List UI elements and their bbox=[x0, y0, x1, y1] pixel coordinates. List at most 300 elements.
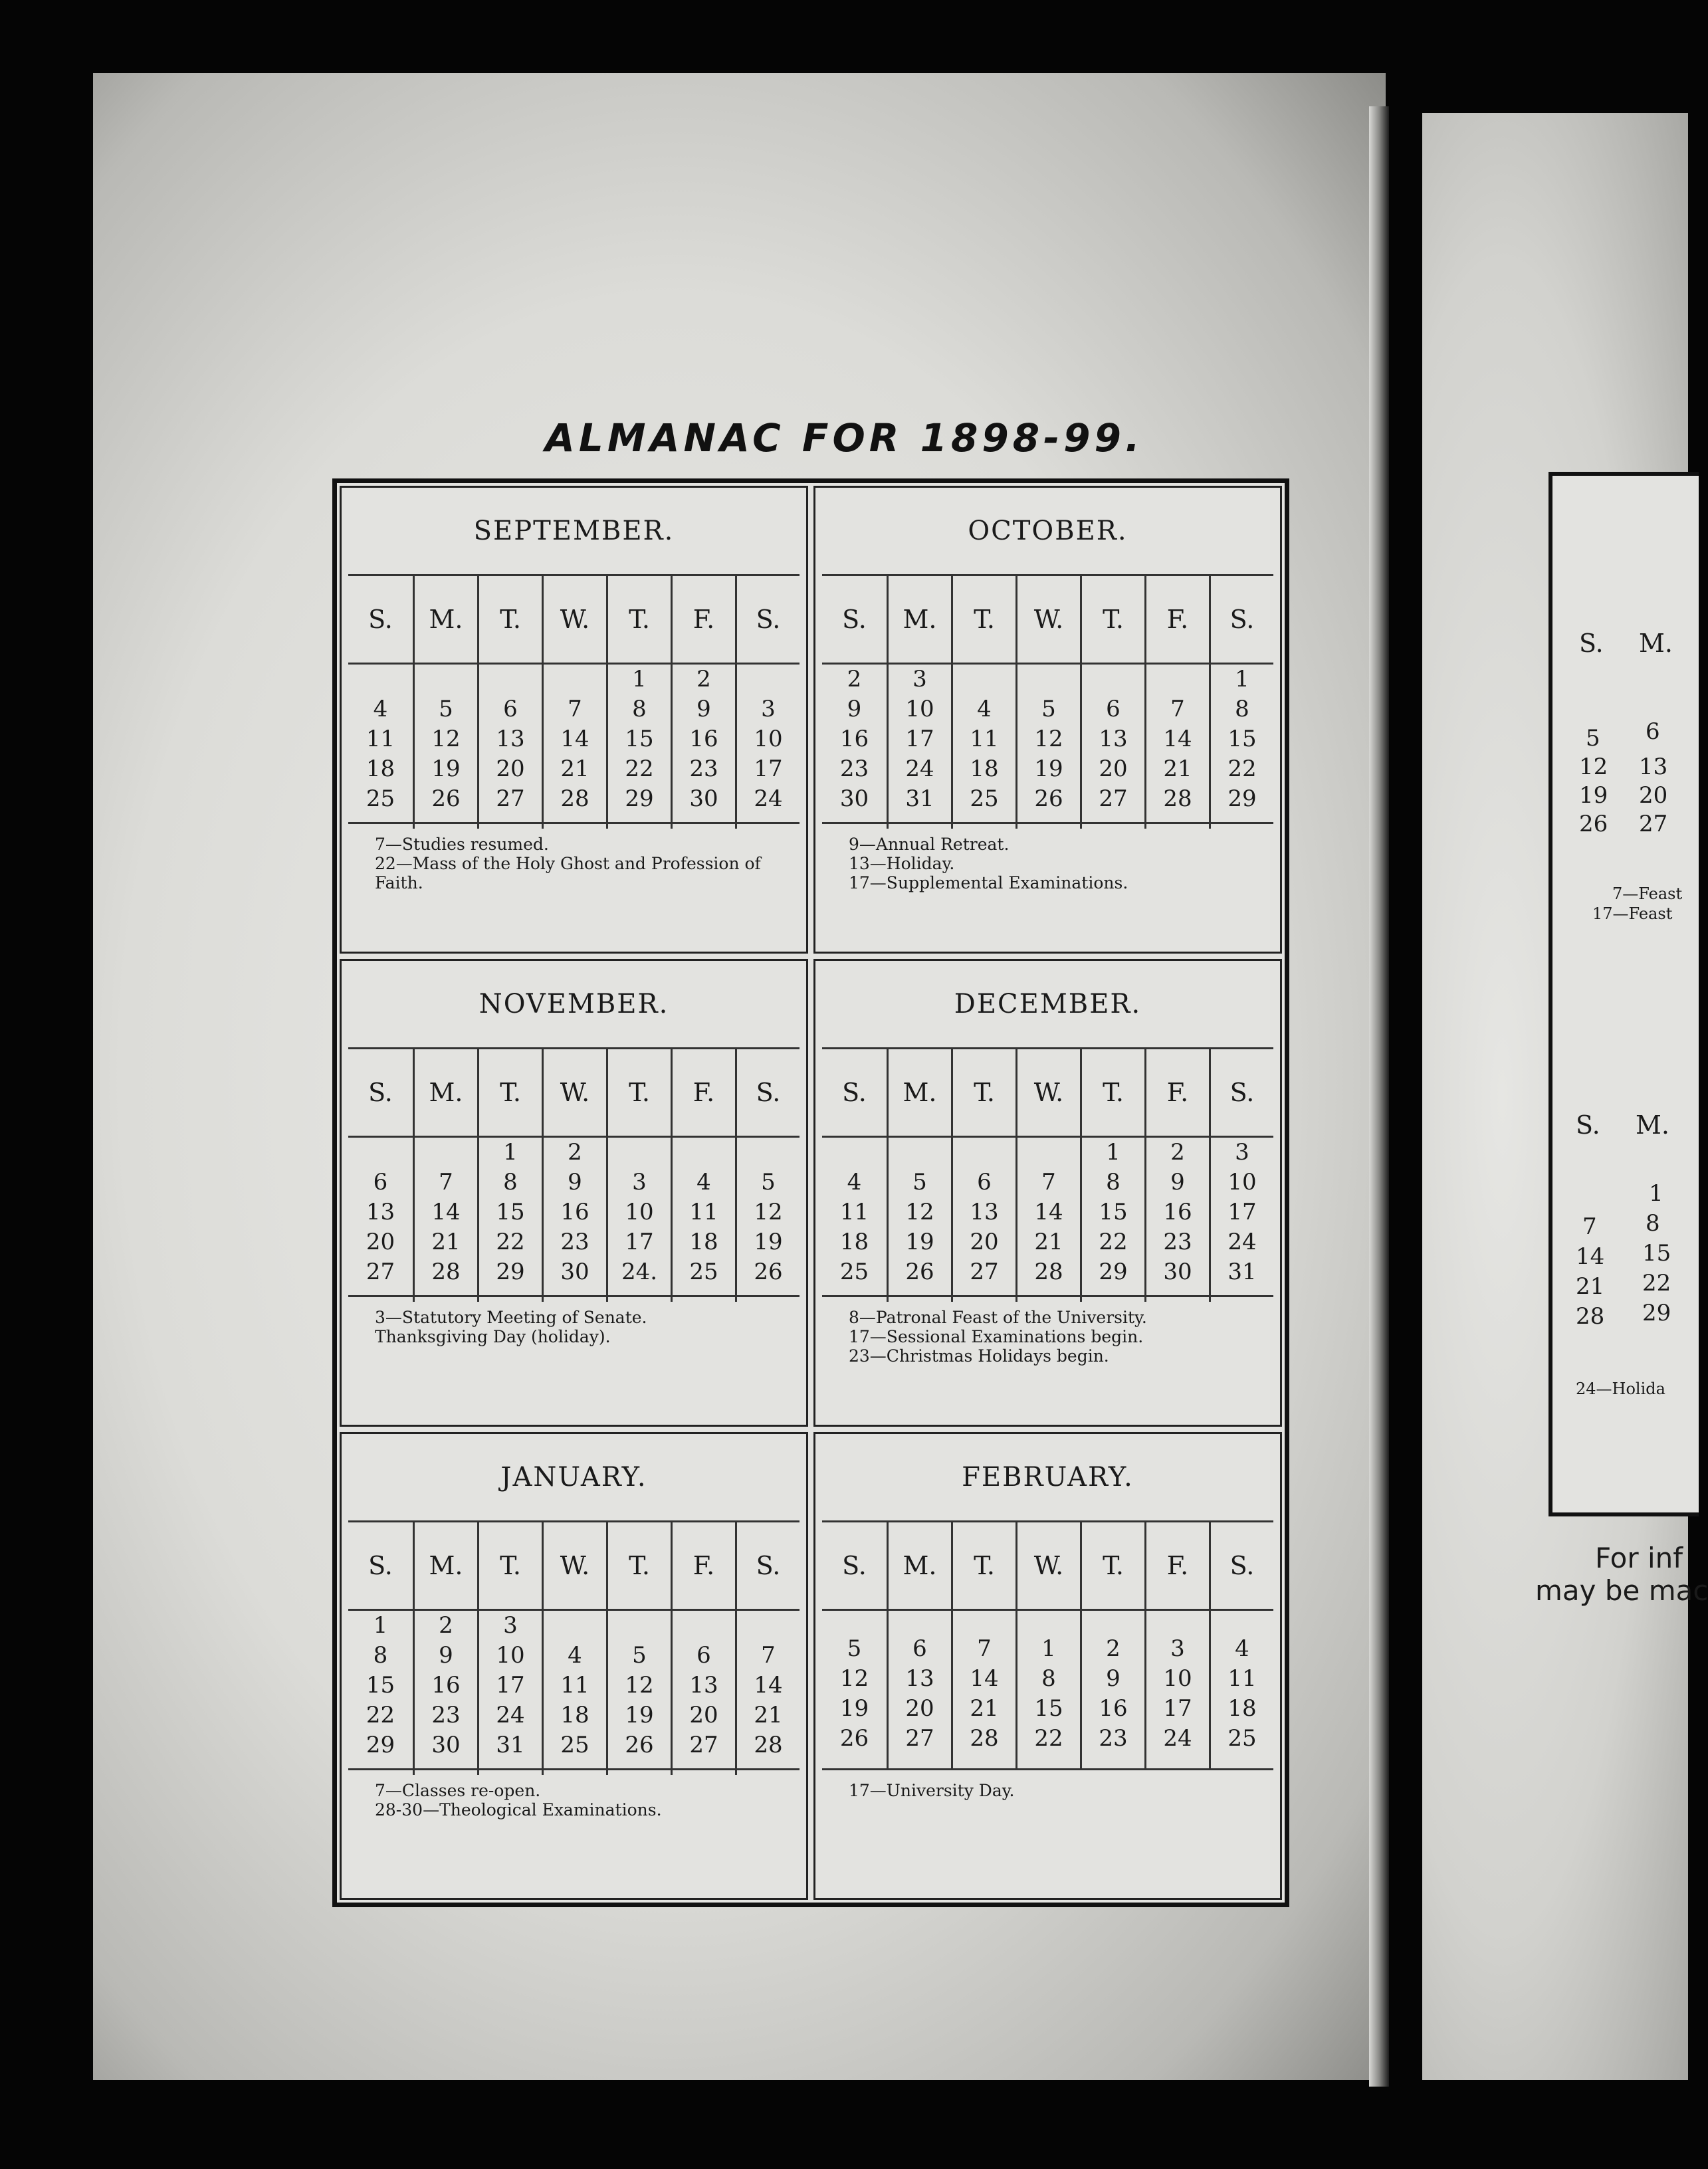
weekday-column bbox=[606, 576, 671, 829]
month-block bbox=[340, 1432, 808, 1900]
weekday-column bbox=[477, 576, 542, 829]
day-number: 26 bbox=[754, 1259, 783, 1285]
weekday-header: S. bbox=[822, 576, 887, 665]
day-number: 12 bbox=[839, 1665, 869, 1692]
day-number: 6 bbox=[503, 696, 518, 722]
weekday-header: S. bbox=[822, 1522, 887, 1611]
month-block bbox=[813, 1432, 1282, 1900]
day-number: 6 bbox=[696, 1642, 711, 1669]
day-number: 23 bbox=[431, 1702, 461, 1728]
day-list bbox=[889, 1138, 951, 1302]
note: 13—Holiday. bbox=[849, 854, 955, 873]
day-list bbox=[889, 665, 951, 829]
day-number: 8 bbox=[1646, 1210, 1660, 1237]
day-number: 31 bbox=[496, 1732, 525, 1758]
day-list bbox=[1146, 1138, 1209, 1302]
day-list bbox=[737, 665, 800, 829]
weekday-header: W. bbox=[1017, 1522, 1080, 1611]
day-number: 29 bbox=[366, 1732, 395, 1758]
weekday-column bbox=[1015, 576, 1080, 829]
day-list bbox=[1017, 1138, 1080, 1302]
day-number: 29 bbox=[1099, 1259, 1128, 1285]
day-number: 18 bbox=[689, 1229, 718, 1255]
day-number: 8 bbox=[1041, 1665, 1056, 1692]
weekday-column bbox=[413, 1522, 477, 1775]
day-number: 11 bbox=[689, 1199, 718, 1225]
weekday-header: S. bbox=[1211, 576, 1273, 665]
day-number: 10 bbox=[496, 1642, 525, 1669]
day-number: 2 bbox=[568, 1139, 582, 1166]
day-number: 28 bbox=[560, 785, 589, 812]
weekday-column bbox=[887, 1522, 951, 1768]
day-list bbox=[1082, 1138, 1144, 1302]
day-number: 14 bbox=[431, 1199, 461, 1225]
note: 17—Sessional Examinations begin. bbox=[849, 1327, 1144, 1346]
day-number: 25 bbox=[689, 1259, 718, 1285]
day-number: 11 bbox=[839, 1199, 869, 1225]
day-list bbox=[1017, 665, 1080, 829]
weekday-header: T. bbox=[608, 576, 671, 665]
day-number: 19 bbox=[1579, 782, 1608, 809]
day-list bbox=[822, 1611, 887, 1768]
day-number: 30 bbox=[839, 785, 869, 812]
weekday-header: S. bbox=[1211, 1049, 1273, 1138]
day-number: 23 bbox=[839, 756, 869, 782]
weekday-column bbox=[735, 1522, 800, 1775]
day-number: 17 bbox=[905, 726, 934, 752]
day-number: 16 bbox=[431, 1672, 461, 1699]
note: 17—University Day. bbox=[849, 1781, 1015, 1800]
weekday-column bbox=[1144, 1522, 1209, 1768]
day-number: 12 bbox=[625, 1672, 654, 1699]
day-number: 26 bbox=[1034, 785, 1063, 812]
day-list bbox=[737, 1611, 800, 1775]
weekday-column bbox=[1144, 1049, 1209, 1302]
day-number: 20 bbox=[1099, 756, 1128, 782]
weekday-column bbox=[1080, 1049, 1144, 1302]
weekday-header: M. bbox=[889, 1522, 951, 1611]
day-list bbox=[608, 1611, 671, 1775]
weekday-column bbox=[1015, 1522, 1080, 1768]
note: Thanksgiving Day (holiday). bbox=[375, 1327, 611, 1346]
weekday-column bbox=[348, 1522, 413, 1775]
day-number: 7 bbox=[1041, 1169, 1056, 1195]
weekday-header: F. bbox=[1146, 576, 1209, 665]
day-number: 15 bbox=[496, 1199, 525, 1225]
day-number: 22 bbox=[1099, 1229, 1128, 1255]
day-number: 28 bbox=[431, 1259, 461, 1285]
day-number: 9 bbox=[696, 696, 711, 722]
weekday-column bbox=[951, 1522, 1015, 1768]
book-spine bbox=[1369, 106, 1389, 2087]
day-number: 1 bbox=[1235, 666, 1249, 692]
day-number: 25 bbox=[366, 785, 395, 812]
weekday-column bbox=[671, 1522, 735, 1775]
note: 9—Annual Retreat. bbox=[849, 835, 1010, 854]
day-number: 9 bbox=[1170, 1169, 1185, 1195]
day-number: 12 bbox=[905, 1199, 934, 1225]
day-number: 12 bbox=[754, 1199, 783, 1225]
day-number: 28 bbox=[754, 1732, 783, 1758]
day-number: 23 bbox=[560, 1229, 589, 1255]
weekday-header: T. bbox=[953, 1522, 1015, 1611]
weekday-column bbox=[951, 1049, 1015, 1302]
day-list bbox=[415, 1611, 477, 1775]
day-columns bbox=[348, 1049, 800, 1295]
day-list bbox=[1146, 665, 1209, 829]
day-number: 27 bbox=[496, 785, 525, 812]
day-number: 9 bbox=[1106, 1665, 1121, 1692]
day-number: 26 bbox=[905, 1259, 934, 1285]
weekday-column bbox=[413, 576, 477, 829]
day-list bbox=[953, 665, 1015, 829]
day-number: 7 bbox=[977, 1635, 992, 1662]
month-name: DECEMBER. bbox=[822, 961, 1273, 1049]
day-number: 29 bbox=[625, 785, 654, 812]
weekday-header: S. bbox=[1576, 1110, 1600, 1140]
day-number: 17 bbox=[1163, 1695, 1192, 1722]
weekday-header: W. bbox=[1017, 1049, 1080, 1138]
day-number: 17 bbox=[625, 1229, 654, 1255]
day-number: 12 bbox=[431, 726, 461, 752]
day-number: 23 bbox=[1099, 1725, 1128, 1752]
day-number: 23 bbox=[689, 756, 718, 782]
day-number: 6 bbox=[1646, 718, 1660, 745]
day-list bbox=[953, 1138, 1015, 1302]
day-number: 21 bbox=[1163, 756, 1192, 782]
day-number: 22 bbox=[366, 1702, 395, 1728]
day-number: 14 bbox=[754, 1672, 783, 1699]
day-number: 5 bbox=[912, 1169, 927, 1195]
day-number: 5 bbox=[439, 696, 453, 722]
day-list bbox=[1211, 1138, 1273, 1302]
day-list bbox=[889, 1611, 951, 1768]
day-number: 31 bbox=[1228, 1259, 1257, 1285]
day-number: 24 bbox=[496, 1702, 525, 1728]
weekday-header: T. bbox=[1082, 1049, 1144, 1138]
day-list bbox=[415, 1138, 477, 1302]
weekday-header: S. bbox=[737, 1522, 800, 1611]
day-number: 7 bbox=[439, 1169, 453, 1195]
day-list bbox=[1082, 1611, 1144, 1768]
day-number: 5 bbox=[1041, 696, 1056, 722]
day-number: 30 bbox=[431, 1732, 461, 1758]
weekday-column bbox=[671, 576, 735, 829]
day-number: 27 bbox=[905, 1725, 934, 1752]
weekday-column bbox=[606, 1049, 671, 1302]
day-number: 26 bbox=[431, 785, 461, 812]
day-number: 3 bbox=[503, 1612, 518, 1639]
caption-line: may be mac bbox=[1535, 1574, 1708, 1607]
day-number: 21 bbox=[970, 1695, 999, 1722]
day-number: 21 bbox=[431, 1229, 461, 1255]
day-number: 1 bbox=[1106, 1139, 1121, 1166]
day-number: 30 bbox=[689, 785, 718, 812]
weekday-header: W. bbox=[1017, 576, 1080, 665]
day-number: 3 bbox=[632, 1169, 647, 1195]
day-list bbox=[673, 1138, 735, 1302]
month-block bbox=[813, 959, 1282, 1427]
day-number: 26 bbox=[625, 1732, 654, 1758]
day-number: 5 bbox=[1586, 725, 1600, 752]
day-columns bbox=[822, 1522, 1273, 1768]
weekday-header: T. bbox=[953, 1049, 1015, 1138]
weekday-column bbox=[1080, 1522, 1144, 1768]
day-list bbox=[1082, 665, 1144, 829]
day-number: 22 bbox=[1034, 1725, 1063, 1752]
day-number: 6 bbox=[912, 1635, 927, 1662]
note: 7—Classes re-open. bbox=[375, 1781, 541, 1800]
day-number: 24. bbox=[621, 1259, 658, 1285]
weekday-header: S. bbox=[348, 1049, 413, 1138]
day-list bbox=[1211, 1611, 1273, 1768]
month-notes bbox=[348, 822, 800, 892]
month-name: SEPTEMBER. bbox=[348, 488, 800, 576]
day-number: 18 bbox=[1228, 1695, 1257, 1722]
day-list bbox=[953, 1611, 1015, 1768]
day-number: 31 bbox=[905, 785, 934, 812]
day-number: 4 bbox=[373, 696, 388, 722]
day-number: 24 bbox=[1228, 1229, 1257, 1255]
day-list bbox=[348, 1138, 413, 1302]
day-list bbox=[1211, 665, 1273, 829]
day-list bbox=[479, 1138, 542, 1302]
month-name: JANUARY. bbox=[348, 1434, 800, 1522]
weekday-header: W. bbox=[544, 576, 606, 665]
day-number: 8 bbox=[632, 696, 647, 722]
month-name: OCTOBER. bbox=[822, 488, 1273, 576]
weekday-header: M. bbox=[889, 1049, 951, 1138]
weekday-column bbox=[606, 1522, 671, 1775]
day-number: 2 bbox=[439, 1612, 453, 1639]
day-number: 28 bbox=[1576, 1303, 1605, 1330]
weekday-column bbox=[822, 576, 887, 829]
day-number: 17 bbox=[496, 1672, 525, 1699]
note: 28-30—Theological Examinations. bbox=[375, 1800, 662, 1819]
almanac-title: ALMANAC FOR 1898-99. bbox=[545, 415, 1144, 461]
day-columns bbox=[348, 576, 800, 822]
month-name: FEBRUARY. bbox=[822, 1434, 1273, 1522]
day-number: 27 bbox=[689, 1732, 718, 1758]
day-number: 21 bbox=[754, 1702, 783, 1728]
day-number: 5 bbox=[761, 1169, 776, 1195]
day-number: 25 bbox=[560, 1732, 589, 1758]
day-number: 6 bbox=[977, 1169, 992, 1195]
month-notes bbox=[822, 1768, 1273, 1800]
weekday-header: S. bbox=[737, 576, 800, 665]
day-number: 22 bbox=[1642, 1270, 1671, 1296]
day-number: 16 bbox=[689, 726, 718, 752]
day-number: 2 bbox=[1106, 1635, 1121, 1662]
day-number: 19 bbox=[431, 756, 461, 782]
day-number: 22 bbox=[496, 1229, 525, 1255]
day-number: 14 bbox=[560, 726, 589, 752]
day-list bbox=[348, 1611, 413, 1775]
weekday-header: M. bbox=[415, 1049, 477, 1138]
day-number: 22 bbox=[1228, 756, 1257, 782]
day-number: 20 bbox=[1639, 782, 1668, 809]
day-list bbox=[479, 665, 542, 829]
month-notes bbox=[822, 1295, 1273, 1366]
weekday-header: T. bbox=[1082, 576, 1144, 665]
weekday-column bbox=[671, 1049, 735, 1302]
day-list bbox=[479, 1611, 542, 1775]
weekday-column bbox=[887, 1049, 951, 1302]
day-number: 13 bbox=[905, 1665, 934, 1692]
day-number: 12 bbox=[1034, 726, 1063, 752]
day-number: 29 bbox=[1642, 1300, 1671, 1326]
weekday-column bbox=[822, 1522, 887, 1768]
weekday-header: T. bbox=[479, 1049, 542, 1138]
note: 17—Feast bbox=[1592, 904, 1673, 923]
day-number: 2 bbox=[1170, 1139, 1185, 1166]
day-number: 20 bbox=[905, 1695, 934, 1722]
day-number: 15 bbox=[1099, 1199, 1128, 1225]
day-number: 15 bbox=[366, 1672, 395, 1699]
day-number: 20 bbox=[366, 1229, 395, 1255]
weekday-header: T. bbox=[1082, 1522, 1144, 1611]
day-number: 7 bbox=[1582, 1213, 1597, 1240]
weekday-column bbox=[1144, 576, 1209, 829]
day-number: 19 bbox=[839, 1695, 869, 1722]
day-number: 10 bbox=[754, 726, 783, 752]
day-number: 13 bbox=[689, 1672, 718, 1699]
day-list bbox=[822, 665, 887, 829]
day-number: 28 bbox=[970, 1725, 999, 1752]
day-number: 3 bbox=[761, 696, 776, 722]
day-number: 11 bbox=[366, 726, 395, 752]
weekday-column bbox=[348, 576, 413, 829]
note: 7—Studies resumed. bbox=[375, 835, 549, 854]
day-number: 30 bbox=[1163, 1259, 1192, 1285]
day-columns bbox=[822, 576, 1273, 822]
day-list bbox=[348, 665, 413, 829]
day-number: 12 bbox=[1579, 754, 1608, 780]
weekday-column bbox=[735, 576, 800, 829]
weekday-header: M. bbox=[889, 576, 951, 665]
day-number: 4 bbox=[977, 696, 992, 722]
weekday-column bbox=[1080, 576, 1144, 829]
day-number: 14 bbox=[1034, 1199, 1063, 1225]
day-list bbox=[544, 665, 606, 829]
weekday-header: W. bbox=[544, 1049, 606, 1138]
note: 22—Mass of the Holy Ghost and Profession of Faith. bbox=[375, 854, 761, 892]
day-number: 7 bbox=[568, 696, 582, 722]
day-number: 15 bbox=[625, 726, 654, 752]
day-number: 7 bbox=[761, 1642, 776, 1669]
day-number: 27 bbox=[366, 1259, 395, 1285]
day-number: 24 bbox=[1163, 1725, 1192, 1752]
day-list bbox=[822, 1138, 887, 1302]
day-number: 30 bbox=[560, 1259, 589, 1285]
almanac-table bbox=[332, 478, 1289, 1907]
day-number: 21 bbox=[560, 756, 589, 782]
day-number: 25 bbox=[970, 785, 999, 812]
day-list bbox=[608, 665, 671, 829]
day-number: 17 bbox=[1228, 1199, 1257, 1225]
day-number: 19 bbox=[754, 1229, 783, 1255]
day-number: 29 bbox=[496, 1259, 525, 1285]
day-list bbox=[673, 665, 735, 829]
weekday-column bbox=[822, 1049, 887, 1302]
day-number: 19 bbox=[625, 1702, 654, 1728]
day-number: 8 bbox=[373, 1642, 388, 1669]
day-number: 19 bbox=[905, 1229, 934, 1255]
weekday-header: S. bbox=[1211, 1522, 1273, 1611]
month-name: NOVEMBER. bbox=[348, 961, 800, 1049]
day-number: 15 bbox=[1228, 726, 1257, 752]
day-number: 14 bbox=[1163, 726, 1192, 752]
day-number: 9 bbox=[847, 696, 862, 722]
day-number: 20 bbox=[689, 1702, 718, 1728]
day-number: 28 bbox=[1034, 1259, 1063, 1285]
day-number: 24 bbox=[905, 756, 934, 782]
day-number: 11 bbox=[1228, 1665, 1257, 1692]
day-number: 1 bbox=[503, 1139, 518, 1166]
day-number: 25 bbox=[1228, 1725, 1257, 1752]
day-number: 10 bbox=[625, 1199, 654, 1225]
weekday-header: F. bbox=[673, 1522, 735, 1611]
day-number: 21 bbox=[1576, 1273, 1605, 1300]
weekday-header: W. bbox=[544, 1522, 606, 1611]
day-number: 16 bbox=[839, 726, 869, 752]
day-list bbox=[544, 1138, 606, 1302]
day-number: 16 bbox=[1163, 1199, 1192, 1225]
weekday-header: F. bbox=[673, 576, 735, 665]
weekday-header: M. bbox=[415, 1522, 477, 1611]
day-number: 26 bbox=[839, 1725, 869, 1752]
weekday-header: M. bbox=[1639, 629, 1673, 658]
day-number: 25 bbox=[839, 1259, 869, 1285]
day-list bbox=[673, 1611, 735, 1775]
day-number: 15 bbox=[1034, 1695, 1063, 1722]
day-number: 14 bbox=[1576, 1243, 1605, 1270]
day-number: 28 bbox=[1163, 785, 1192, 812]
weekday-column bbox=[477, 1522, 542, 1775]
weekday-column bbox=[1209, 1522, 1273, 1768]
weekday-column bbox=[413, 1049, 477, 1302]
right-page-table bbox=[1548, 472, 1699, 1516]
day-number: 3 bbox=[1170, 1635, 1185, 1662]
day-list bbox=[1017, 1611, 1080, 1768]
day-number: 11 bbox=[970, 726, 999, 752]
weekday-header: T. bbox=[953, 576, 1015, 665]
day-number: 22 bbox=[625, 756, 654, 782]
day-number: 16 bbox=[1099, 1695, 1128, 1722]
day-list bbox=[544, 1611, 606, 1775]
day-list bbox=[737, 1138, 800, 1302]
day-number: 11 bbox=[560, 1672, 589, 1699]
weekday-column bbox=[1209, 1049, 1273, 1302]
weekday-header: F. bbox=[1146, 1522, 1209, 1611]
day-number: 13 bbox=[366, 1199, 395, 1225]
day-number: 18 bbox=[560, 1702, 589, 1728]
day-list bbox=[415, 665, 477, 829]
day-number: 6 bbox=[1106, 696, 1121, 722]
month-notes bbox=[822, 822, 1273, 892]
weekday-header: S. bbox=[822, 1049, 887, 1138]
day-number: 3 bbox=[912, 666, 927, 692]
weekday-column bbox=[735, 1049, 800, 1302]
note: 7—Feast bbox=[1612, 884, 1683, 903]
day-number: 1 bbox=[1649, 1180, 1663, 1207]
day-number: 10 bbox=[905, 696, 934, 722]
day-number: 13 bbox=[1099, 726, 1128, 752]
day-number: 8 bbox=[503, 1169, 518, 1195]
day-number: 18 bbox=[366, 756, 395, 782]
day-number: 29 bbox=[1228, 785, 1257, 812]
day-number: 9 bbox=[439, 1642, 453, 1669]
